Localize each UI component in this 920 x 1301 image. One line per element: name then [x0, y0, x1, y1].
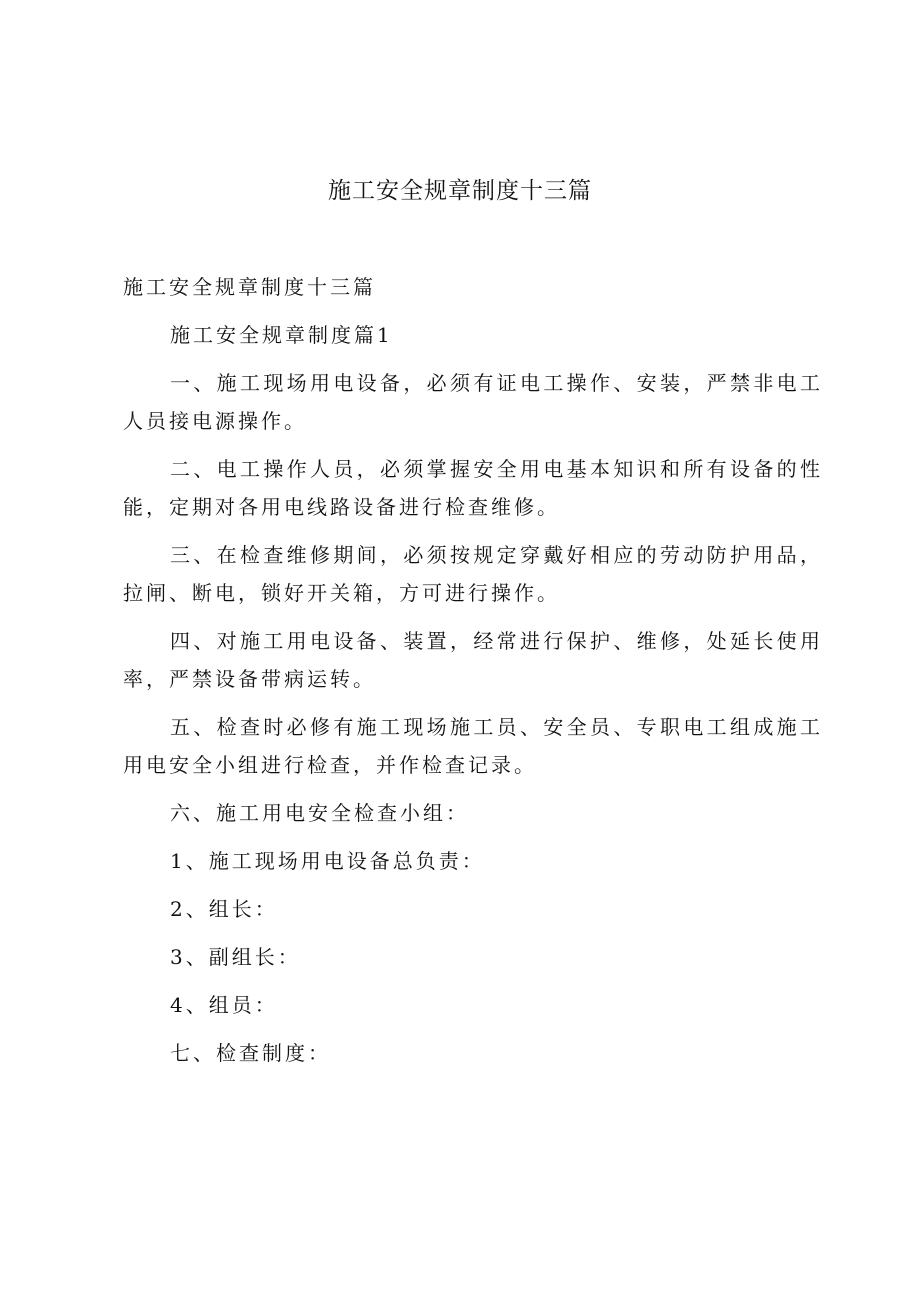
paragraph-section-title: 施工安全规章制度篇1 — [170, 323, 393, 347]
paragraph-subitem-3: 3、副组长： — [170, 945, 301, 969]
paragraph-subitem-2: 2、组长： — [170, 897, 278, 921]
paragraph-heading: 施工安全规章制度十三篇 — [123, 275, 376, 299]
document-title: 施工安全规章制度十三篇 — [328, 178, 592, 204]
paragraph-subitem-1: 1、施工现场用电设备总负责： — [170, 849, 485, 873]
paragraph-item-3: 三、在检查维修期间，必须按规定穿戴好相应的劳动防护用品，拉闸、断电，锁好开关箱，方可进行操作。 — [123, 543, 823, 605]
document-body — [123, 268, 823, 1082]
paragraph-item-2: 二、电工操作人员，必须掌握安全用电基本知识和所有设备的性能，定期对各用电线路设备进行检查维修。 — [123, 457, 823, 519]
paragraph-item-1: 一、施工现场用电设备，必须有证电工操作、安装，严禁非电工人员接电源操作。 — [123, 371, 823, 433]
paragraph-item-7: 七、检查制度： — [170, 1041, 331, 1065]
paragraph-subitem-4: 4、组员： — [170, 993, 278, 1017]
paragraph-item-5: 五、检查时必修有施工现场施工员、安全员、专职电工组成施工用电安全小组进行检查，并作检查记录。 — [123, 715, 823, 777]
paragraph-item-6: 六、施工用电安全检查小组： — [170, 801, 469, 825]
paragraph-item-4: 四、对施工用电设备、装置，经常进行保护、维修，处延长使用率，严禁设备带病运转。 — [123, 629, 823, 691]
